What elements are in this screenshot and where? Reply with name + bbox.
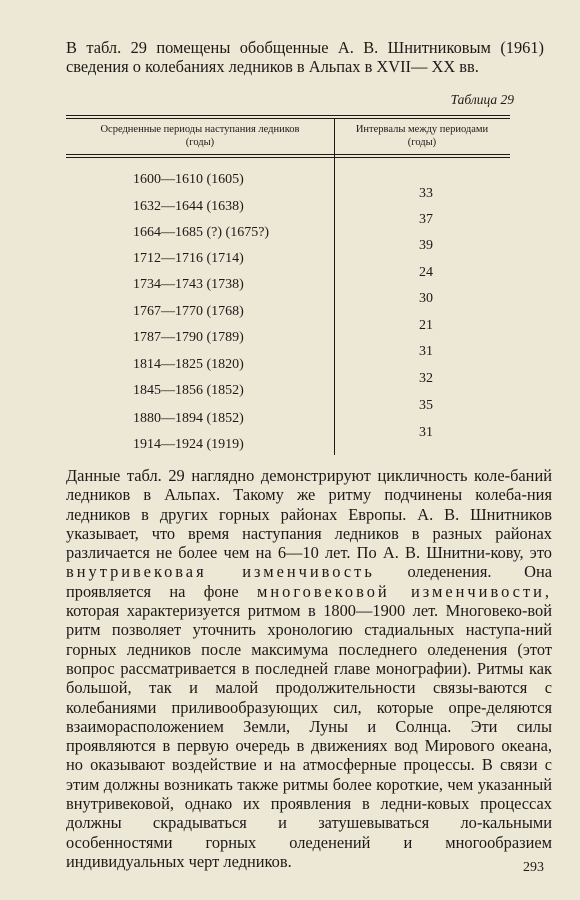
emphasis-intra-century: внутривековая изменчивость <box>66 562 375 582</box>
interval-cell: 30 <box>419 291 433 306</box>
period-cell: 1845—1856 (1852) <box>133 383 244 398</box>
period-cell: 1712—1716 (1714) <box>133 251 244 266</box>
period-cell: 1600—1610 (1605) <box>133 172 244 187</box>
period-cell: 1880—1894 (1852) <box>133 411 244 426</box>
intro-paragraph <box>66 38 544 76</box>
body-paragraph <box>66 466 552 871</box>
page-number: 293 <box>523 860 544 875</box>
table-column-divider <box>334 118 335 455</box>
period-cell: 1734—1743 (1738) <box>133 277 244 292</box>
header-intervals-title: Интервалы между периодами <box>355 124 489 135</box>
intro-line-1: В табл. 29 помещены обобщенные А. В. Шнитниковым <box>66 38 491 57</box>
glacier-periods-table <box>66 115 510 455</box>
period-cell: 1814—1825 (1820) <box>133 357 244 372</box>
interval-cell: 32 <box>419 371 433 386</box>
period-cell: 1767—1770 (1768) <box>133 304 244 319</box>
interval-cell: 31 <box>419 344 433 359</box>
body-text-part-2: оледенения. Она проявляется на фоне <box>66 562 552 601</box>
intro-line-3: XX вв. <box>431 57 479 76</box>
header-intervals-unit: (годы) <box>407 137 437 148</box>
header-intervals <box>334 123 510 149</box>
period-cell: 1664—1685 (?) (1675?) <box>133 225 270 240</box>
intro-line-2: (1961) сведения о колебаниях ледников в Альпах в XVII— <box>66 38 545 76</box>
period-cell: 1632—1644 (1638) <box>133 199 244 214</box>
table-header-rule-2 <box>66 157 510 158</box>
interval-cell: 37 <box>419 212 433 227</box>
table-header-rule <box>66 154 510 155</box>
interval-cell: 21 <box>419 318 433 333</box>
interval-cell: 33 <box>419 186 433 201</box>
table-top-rule-2 <box>66 118 510 119</box>
interval-cell: 24 <box>419 265 433 280</box>
header-periods-title: Осредненные периоды наступания ледников <box>100 124 300 135</box>
period-cell: 1914—1924 (1919) <box>133 437 244 452</box>
body-text-part-1: Данные табл. 29 наглядно демонстрируют цикличность коле-баний ледников в Альпах. Такому же ритму подчинены колеба-ния ледников в других горных районах Европы. А. В. Шнитников указывает, что время наступания ледников в разных районах различается не более чем на 6—10 лет. По А. В. Шнитни-кову, это <box>66 466 552 563</box>
table-caption: Таблица 29 <box>450 92 514 107</box>
emphasis-multi-century: многовековой изменчивости, <box>256 581 552 601</box>
header-periods <box>66 123 334 149</box>
interval-cell: 35 <box>419 398 433 413</box>
interval-cell: 39 <box>419 238 433 253</box>
table-top-rule <box>66 115 510 116</box>
interval-cell: 31 <box>419 425 433 440</box>
period-cell: 1787—1790 (1789) <box>133 330 244 345</box>
header-periods-unit: (годы) <box>185 137 215 148</box>
body-text-part-3: которая характеризуется ритмом в 1800—1900 лет. Многовеко-вой ритм позволяет уточнить хронологию стадиальных наступа-ний горных ледников после максимума последнего оледенения (этот вопрос рассматривается в последней главе монографии). Ритмы как большой, так и малой продолжительности связы-ваются с колебаниями приливообразующих сил, которые опре-деляются взаиморасположением Земли, Луны и Солнца. Эти силы проявляются в первую очередь в движениях вод Мирового океана, но оказывают воздействие и на атмосферные процессы. В связи с этим должны возникать также ритмы более короткие, чем указанный внутривековой, однако их проявления в ледни-ковых процессах должны скрадываться и затушевываться ло-кальными особенностями горных оледенений и многообразием индивидуальных черт ледников. <box>66 601 552 871</box>
